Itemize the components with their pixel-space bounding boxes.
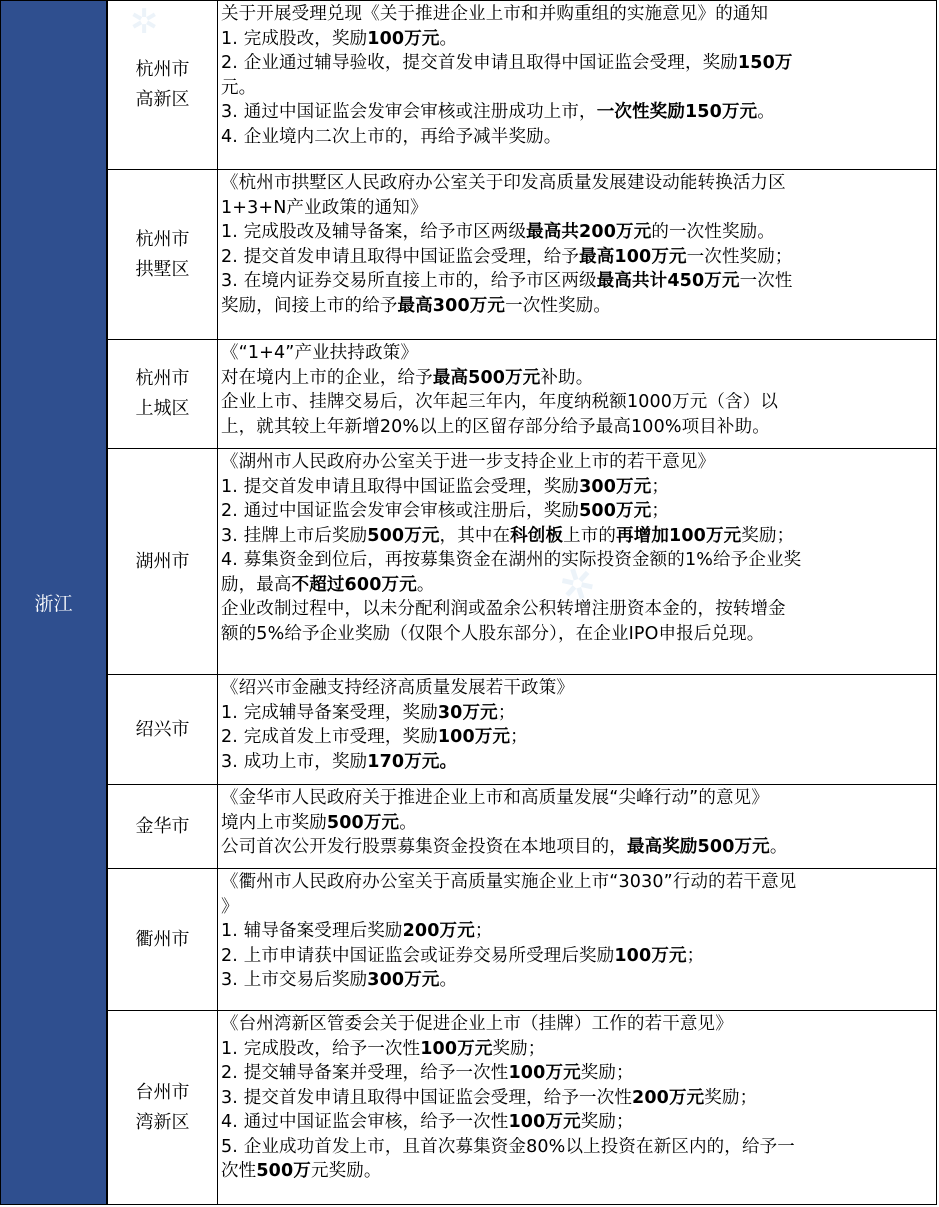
policy-text: 奖励，间接上市的给予: [221, 295, 398, 316]
policy-line: [221, 366, 936, 391]
policy-text: 一次性: [739, 271, 793, 291]
policy-line: [221, 125, 936, 150]
policy-text: 》: [221, 896, 239, 917]
policy-cell: [218, 869, 937, 1010]
table-row: [107, 169, 937, 339]
policy-text: 1. 完成辅导备案受理，奖励: [221, 702, 438, 723]
region-name: 金华市: [135, 815, 190, 837]
policy-text: 额的5%给予企业奖励（仅限个人股东部分），在企业IPO申报后兑现。: [221, 623, 765, 644]
policy-line: [221, 895, 936, 920]
policy-line: [221, 475, 936, 500]
policy-text: 对在境内上市的企业，给予: [221, 367, 433, 388]
region-name: 上城区: [135, 398, 190, 419]
policy-text: 次性: [221, 1161, 257, 1181]
policy-line: [221, 27, 936, 52]
policy-text: 。: [416, 574, 435, 595]
region-cell: [107, 170, 218, 339]
policy-text: 5. 企业成功首发上市，且首次募集资金80%以上投资在新区内的，给予一: [221, 1136, 795, 1157]
policy-line: [221, 269, 936, 294]
policy-line: [221, 2, 936, 27]
policy-line: [221, 499, 936, 524]
highlighted-amount: 150万: [737, 53, 793, 73]
region-name: 杭州市: [135, 368, 190, 389]
highlighted-amount: 170万元。: [367, 751, 458, 772]
policy-line: [221, 573, 936, 598]
policy-text: 4. 募集资金到位后，再按募集资金在湖州的实际投资金额的1%给予企业奖: [221, 550, 802, 570]
policy-text: 《台州湾新区管委会关于促进企业上市（挂牌）工作的若干意见》: [221, 1014, 733, 1034]
policy-text: 一次性奖励；: [686, 246, 793, 267]
table-row: [107, 1010, 937, 1205]
policy-line: [221, 1012, 936, 1037]
policy-text: 上，就其较上年新增20%以上的区留存部分给予最高100%项目补助。: [221, 416, 770, 437]
region-name: 杭州市: [135, 59, 190, 80]
region-name: 湖州市: [135, 550, 190, 572]
watermark-icon: ✲: [130, 2, 159, 42]
table-row: [107, 448, 937, 674]
policy-line: [221, 968, 936, 993]
table-row: [107, 674, 937, 784]
highlighted-amount: 再增加100万元: [616, 525, 742, 546]
policy-text: 3. 在境内证券交易所直接上市的，给予市区两级: [221, 271, 597, 291]
policy-text: 境内上市奖励: [221, 812, 327, 833]
policy-text: 奖励；: [580, 1063, 634, 1083]
policy-text: ；: [651, 476, 669, 497]
policy-text: 1. 完成股改，给予一次性: [221, 1038, 421, 1059]
province-label: 浙江: [34, 593, 73, 615]
policy-line: [221, 524, 936, 549]
region-cell: [107, 449, 218, 674]
highlighted-amount: 500万元: [326, 812, 400, 833]
policy-text: 4. 企业境内二次上市的，再给予减半奖励。: [221, 126, 562, 147]
policy-text: 。: [439, 970, 458, 990]
policy-line: [221, 786, 936, 811]
region-cell: [107, 1011, 218, 1204]
policy-text: ，其中在: [439, 525, 511, 546]
policy-text: 奖励；: [580, 1112, 634, 1132]
policy-text: 元。: [221, 77, 257, 98]
policy-text: 《衢州市人民政府办公室关于高质量实施企业上市“3030”行动的若干意见: [221, 872, 797, 892]
policy-text: 的一次性奖励。: [651, 222, 775, 242]
policy-line: [221, 750, 936, 775]
policy-text: ；: [474, 921, 493, 941]
table-row: [107, 784, 937, 868]
highlighted-amount: 最高共计450万元: [596, 271, 740, 291]
highlighted-amount: 200万元: [402, 921, 475, 941]
region-cell: [107, 1, 218, 169]
highlighted-amount: 最高300万元: [397, 295, 506, 316]
highlighted-amount: 300万元: [367, 970, 440, 990]
policy-text: 3. 通过中国证监会发审会审核或注册成功上市，: [221, 102, 597, 122]
region-cell: [107, 869, 218, 1010]
policy-text: 《杭州市拱墅区人民政府办公室关于印发高质量发展建设动能转换活力区: [221, 173, 786, 193]
region-cell: [107, 675, 218, 784]
policy-text: 2. 企业通过辅导验收，提交首发申请且取得中国证监会受理，奖励: [221, 53, 738, 73]
highlighted-amount: 最高100万元: [579, 246, 687, 267]
policy-line: [221, 919, 936, 944]
policy-line: [221, 341, 936, 366]
policy-text: 《“1+4”产业扶持政策》: [221, 343, 419, 363]
highlighted-amount: 100万元: [420, 1038, 493, 1059]
highlighted-amount: 100万元: [508, 1112, 581, 1132]
policy-line: [221, 415, 936, 440]
policy-text: 1. 完成股改及辅导备案，给予市区两级: [221, 222, 527, 242]
policy-text: 。: [399, 812, 417, 833]
policy-text: 。: [757, 102, 775, 122]
highlighted-amount: 100万元: [367, 28, 440, 49]
highlighted-amount: 100万元: [508, 1063, 581, 1083]
policy-text: 关于开展受理兑现《关于推进企业上市和并购重组的实施意见》的通知: [221, 4, 769, 24]
policy-line: [221, 1159, 936, 1184]
highlighted-amount: 500万元: [579, 501, 652, 521]
policy-cell: [218, 785, 937, 868]
policy-line: [221, 171, 936, 196]
policy-line: [221, 597, 936, 622]
highlighted-amount: 不超过600万元: [291, 574, 417, 595]
policy-text: 2. 提交首发申请且取得中国证监会受理，给予: [221, 246, 580, 267]
policy-line: [221, 622, 936, 647]
policy-text: 上市的: [563, 525, 617, 546]
policy-line: [221, 870, 936, 895]
policy-text: 3. 提交首发申请且取得中国证监会受理，给予一次性: [221, 1087, 633, 1108]
policy-line: [221, 220, 936, 245]
region-name: 台州市: [135, 1081, 190, 1103]
policy-text: 。: [439, 28, 458, 49]
policy-line: [221, 390, 936, 415]
province-cell: [0, 0, 107, 1205]
highlighted-amount: 科创板: [510, 525, 564, 546]
watermark-icon: ✲: [553, 555, 602, 614]
policy-text: 企业改制过程中，以未分配利润或盈余公积转增注册资本金的，按转增金: [221, 599, 786, 619]
policy-text: 企业上市、挂牌交易后，次年起三年内，年度纳税额1000万元（含）以: [221, 392, 778, 412]
region-name: 湾新区: [135, 1111, 190, 1133]
table-row: [107, 339, 937, 448]
policy-text: 2. 完成首发上市受理，奖励: [221, 727, 438, 747]
policy-text: 奖励；: [492, 1038, 546, 1059]
policy-line: [221, 701, 936, 726]
policy-text: 3. 成功上市，奖励: [221, 751, 368, 772]
policy-text: 2. 通过中国证监会发审会审核或注册后，奖励: [221, 501, 580, 521]
policy-text: 奖励；: [704, 1087, 758, 1108]
region-name: 高新区: [135, 89, 190, 110]
policy-line: [221, 1110, 936, 1135]
region-cell: [107, 785, 218, 868]
policy-text: 1. 完成股改，奖励: [221, 28, 368, 49]
highlighted-amount: 500万元: [367, 525, 440, 546]
policy-text: 《金华市人民政府关于推进企业上市和高质量发展“尖峰行动”的意见》: [221, 788, 769, 808]
policy-text: 1+3+N产业政策的通知》: [221, 197, 428, 218]
highlighted-amount: 最高共200万元: [526, 222, 652, 242]
policy-cell: [218, 170, 937, 339]
policy-line: [221, 196, 936, 221]
highlighted-amount: 100万元: [437, 727, 511, 747]
policy-text: 1. 辅导备案受理后奖励: [221, 921, 403, 941]
policy-line: [221, 944, 936, 969]
policy-line: [221, 548, 936, 573]
policy-text: 一次性奖励。: [505, 295, 611, 316]
table-row: [107, 868, 937, 1010]
policy-line: [221, 835, 936, 860]
policy-text: 元奖励。: [310, 1161, 382, 1181]
policy-text: 励，最高: [221, 574, 292, 595]
highlighted-amount: 一次性奖励150万元: [596, 102, 758, 122]
policy-cell: [218, 340, 937, 448]
highlighted-amount: 500万: [256, 1161, 311, 1181]
policy-line: [221, 450, 936, 475]
policy-line: [221, 76, 936, 101]
policy-text: ；: [497, 702, 516, 723]
policy-text: 奖励；: [741, 525, 795, 546]
highlighted-amount: 30万元: [437, 702, 498, 723]
policy-line: [221, 245, 936, 270]
region-name: 衢州市: [135, 928, 190, 950]
policy-text: 4. 通过中国证监会审核，给予一次性: [221, 1112, 509, 1132]
highlighted-amount: 300万元: [579, 476, 652, 497]
policy-line: [221, 1135, 936, 1160]
highlighted-amount: 100万元: [614, 945, 687, 966]
policy-text: ；: [510, 727, 528, 747]
policy-text: ；: [686, 945, 705, 966]
highlighted-amount: 最高奖励500万元: [626, 837, 770, 857]
policy-text: 1. 提交首发申请且取得中国证监会受理，奖励: [221, 476, 580, 497]
policy-line: [221, 676, 936, 701]
policy-text: 《湖州市人民政府办公室关于进一步支持企业上市的若干意见》: [221, 452, 716, 472]
policy-cell: [218, 1011, 937, 1204]
policy-text: 公司首次公开发行股票募集资金投资在本地项目的，: [221, 837, 627, 857]
highlighted-amount: 200万元: [632, 1087, 705, 1108]
policy-line: [221, 1037, 936, 1062]
highlighted-amount: 最高500万元: [432, 367, 541, 388]
policy-text: 《绍兴市金融支持经济高质量发展若干政策》: [221, 678, 574, 698]
region-cell: [107, 340, 218, 448]
policy-line: [221, 100, 936, 125]
policy-text: 2. 上市申请获中国证监会或证券交易所受理后奖励: [221, 945, 615, 966]
table-row: [107, 0, 937, 169]
policy-line: [221, 51, 936, 76]
region-name: 绍兴市: [135, 718, 190, 740]
region-name: 杭州市: [135, 228, 190, 250]
policy-text: 2. 提交辅导备案并受理，给予一次性: [221, 1063, 509, 1083]
policy-line: [221, 1086, 936, 1111]
policy-text: ；: [651, 501, 669, 521]
policy-text: 。: [769, 837, 788, 857]
policy-line: [221, 725, 936, 750]
policy-cell: [218, 675, 937, 784]
policy-cell: [218, 1, 937, 169]
region-name: 拱墅区: [135, 258, 190, 280]
policy-text: 3. 上市交易后奖励: [221, 970, 368, 990]
policy-text: 3. 挂牌上市后奖励: [221, 525, 368, 546]
policy-line: [221, 811, 936, 836]
policy-text: 补助。: [540, 367, 594, 388]
policy-cell: [218, 449, 937, 674]
policy-line: [221, 294, 936, 319]
policy-line: [221, 1061, 936, 1086]
